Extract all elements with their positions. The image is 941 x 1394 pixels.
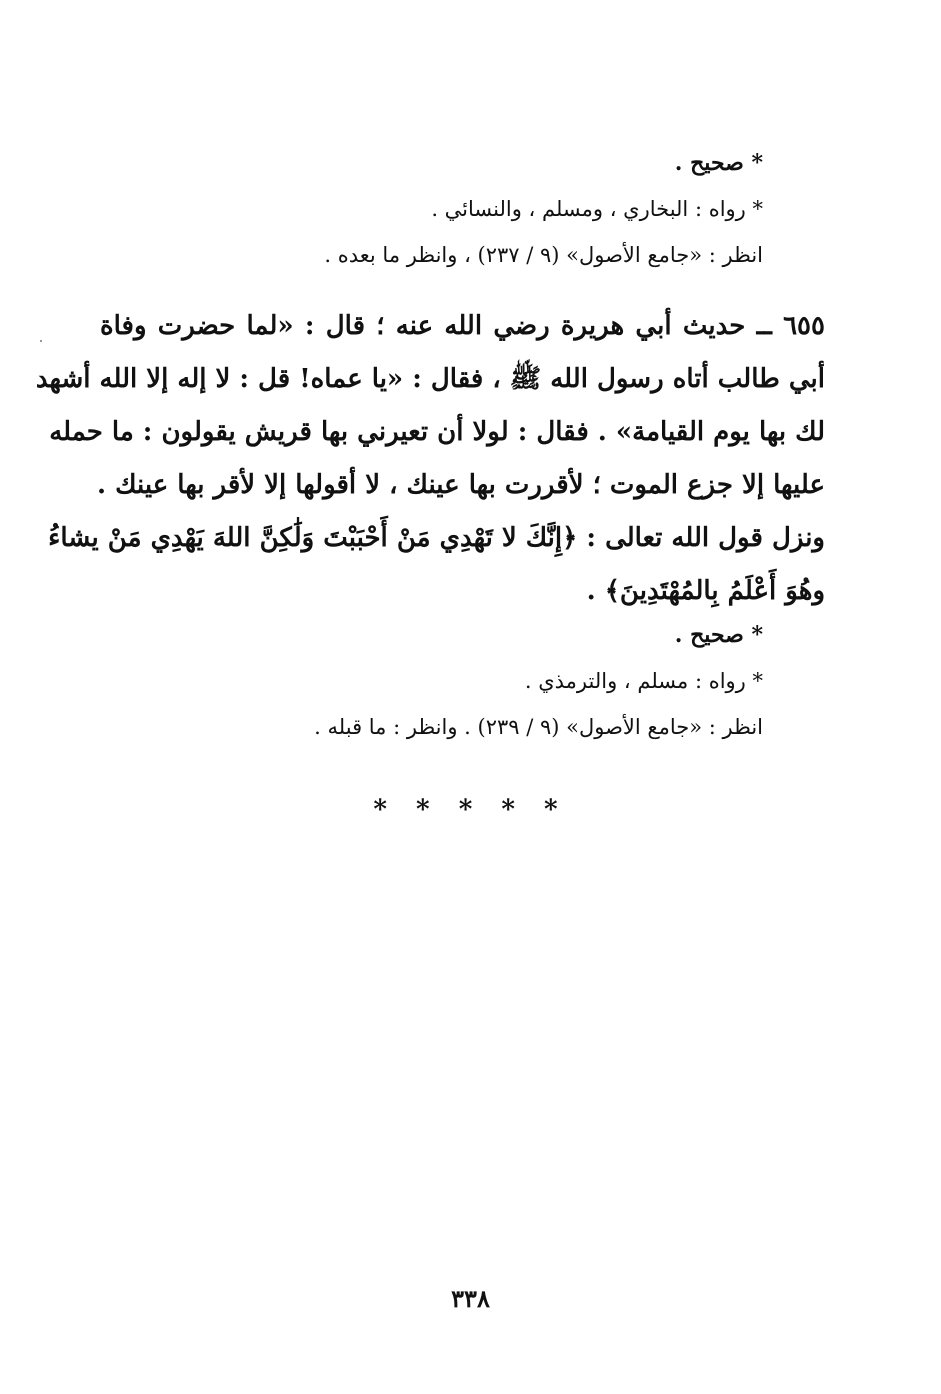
hadith-paragraph — [35, 300, 825, 618]
page-number: ٣٣٨ — [451, 1284, 490, 1313]
bottom-notes — [163, 612, 763, 750]
hadith-line: عليها إلا جزع الموت ؛ لأقررت بها عينك ، لا أقولها إلا لأقر بها عينك . — [97, 470, 825, 500]
reference-note: انظر : «جامع الأصول» (٩ / ٢٣٩) . وانظر : ما قبله . — [314, 715, 763, 739]
reference-note: انظر : «جامع الأصول» (٩ / ٢٣٧) ، وانظر ما بعده . — [324, 243, 763, 267]
grade-note: * صحيح . — [674, 150, 763, 176]
top-notes — [163, 140, 763, 278]
scan-speck — [40, 340, 42, 342]
section-divider: * * * * * — [373, 795, 568, 825]
narrators-note: * رواه : البخاري ، ومسلم ، والنسائي . — [431, 197, 763, 221]
hadith-line: لك بها يوم القيامة» . فقال : لولا أن تعيرني بها قريش يقولون : ما حمله — [49, 417, 825, 447]
grade-note: * صحيح . — [674, 622, 763, 648]
hadith-line: وهُوَ أَعْلَمُ بِالمُهْتَدِينَ﴾ . — [586, 576, 825, 606]
narrators-note: * رواه : مسلم ، والترمذي . — [524, 669, 763, 693]
hadith-line: أبي طالب أتاه رسول الله ﷺ ، فقال : «يا عماه! قل : لا إله إلا الله أشهد — [35, 364, 825, 394]
hadith-line: ٦٥٥ ــ حديث أبي هريرة رضي الله عنه ؛ قال : «لما حضرت وفاة — [100, 311, 825, 341]
hadith-line: ونزل قول الله تعالى : ﴿إِنَّكَ لا تَهْدِي مَنْ أَحْبَبْتَ وَلَٰكِنَّ اللهَ يَهْدِي مَنْ يشاءُ — [48, 523, 825, 553]
